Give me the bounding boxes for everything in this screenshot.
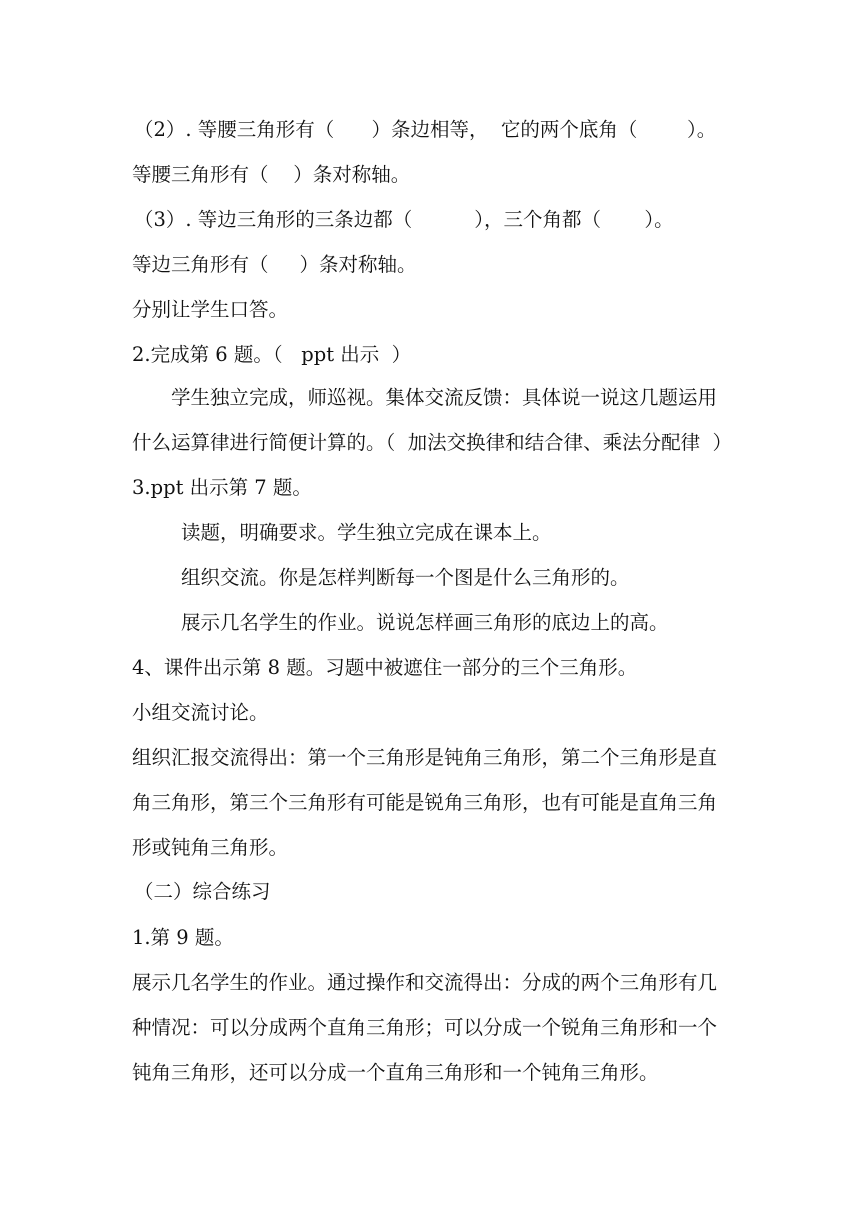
text-line: 小组交流讨论。 xyxy=(132,701,269,724)
text-line: 种情况：可以分成两个直角三角形；可以分成一个锐角三角形和一个 xyxy=(132,1016,718,1039)
text-line: 组织汇报交流得出：第一个三角形是钝角三角形，第二个三角形是直 xyxy=(132,746,718,769)
text-line: 展示几名学生的作业。通过操作和交流得出：分成的两个三角形有几 xyxy=(132,971,718,994)
text-line: 1.第 9 题。 xyxy=(132,926,234,949)
section-heading: （二）综合练习 xyxy=(134,880,271,903)
text-line: 读题，明确要求。学生独立完成在课本上。 xyxy=(181,521,552,544)
text-line: 钝角三角形，还可以分成一个直角三角形和一个钝角三角形。 xyxy=(132,1061,659,1084)
text-line: 等腰三角形有（ ）条对称轴。 xyxy=(132,163,411,186)
text-line: 3.ppt 出示第 7 题。 xyxy=(132,476,312,499)
text-line: 2.完成第 6 题。（ ppt 出示 ） xyxy=(132,343,412,366)
text-line: 组织交流。你是怎样判断每一个图是什么三角形的。 xyxy=(181,566,630,589)
text-line: 形或钝角三角形。 xyxy=(132,836,289,859)
text-line: 展示几名学生的作业。说说怎样画三角形的底边上的高。 xyxy=(181,611,669,634)
text-line: 分别让学生口答。 xyxy=(132,298,289,321)
text-line: 学生独立完成，师巡视。集体交流反馈：具体说一说这几题运用 xyxy=(171,386,718,409)
text-line: 角三角形，第三个三角形有可能是锐角三角形，也有可能是直角三角 xyxy=(132,791,718,814)
text-line: 等边三角形有（ ）条对称轴。 xyxy=(132,253,417,276)
text-line: （3）. 等边三角形的三条边都（ ），三个角都（ ）。 xyxy=(134,208,674,231)
text-line: 4、课件出示第 8 题。习题中被遮住一部分的三个三角形。 xyxy=(132,656,638,679)
text-line: （2）. 等腰三角形有（ ）条边相等， 它的两个底角（ ）。 xyxy=(134,118,717,141)
text-line: 什么运算律进行简便计算的。（ 加法交换律和结合律、乘法分配律 ） xyxy=(132,431,733,454)
